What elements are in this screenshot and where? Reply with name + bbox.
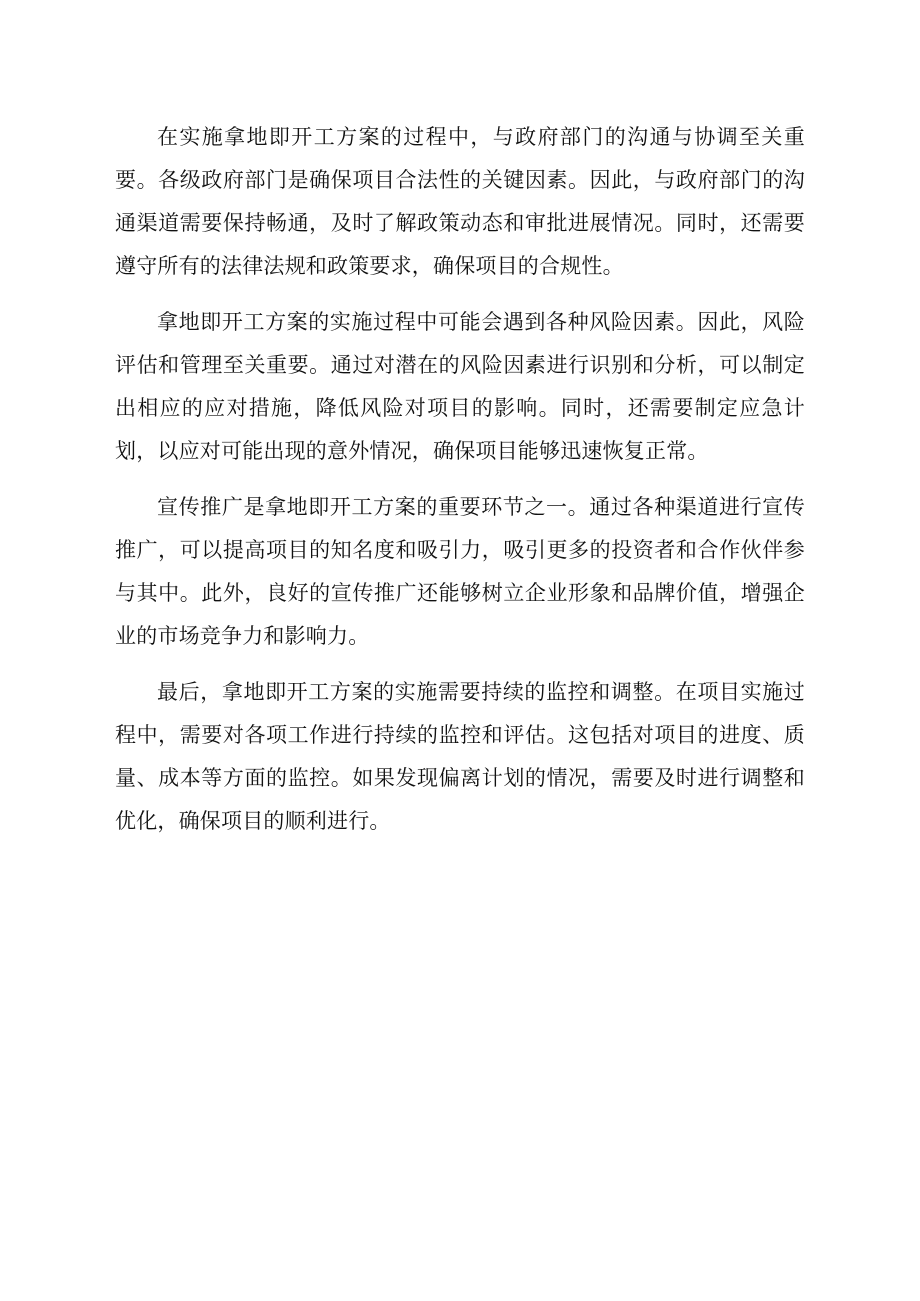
paragraph-promotion: 宣传推广是拿地即开工方案的重要环节之一。通过各种渠道进行宣传推广，可以提高项目的知名度和吸引力，吸引更多的投资者和合作伙伴参与其中。此外，良好的宣传推广还能够树立企业形象和品牌价值，增强企业的市场竞争力和影响力。	[115, 495, 805, 648]
paragraph-risk-management: 拿地即开工方案的实施过程中可能会遇到各种风险因素。因此，风险评估和管理至关重要。通过对潜在的风险因素进行识别和分析，可以制定出相应的应对措施，降低风险对项目的影响。同时，还需要制定应急计划，以应对可能出现的意外情况，确保项目能够迅速恢复正常。	[115, 310, 805, 463]
paragraph-monitoring-adjustment: 最后，拿地即开工方案的实施需要持续的监控和调整。在项目实施过程中，需要对各项工作进行持续的监控和评估。这包括对项目的进度、质量、成本等方面的监控。如果发现偏离计划的情况，需要及时进行调整和优化，确保项目的顺利进行。	[115, 680, 805, 833]
paragraph-government-communication: 在实施拿地即开工方案的过程中，与政府部门的沟通与协调至关重要。各级政府部门是确保项目合法性的关键因素。因此，与政府部门的沟通渠道需要保持畅通，及时了解政策动态和审批进展情况。同时，还需要遵守所有的法律法规和政策要求，确保项目的合规性。	[115, 125, 805, 278]
document-body	[115, 116, 805, 856]
